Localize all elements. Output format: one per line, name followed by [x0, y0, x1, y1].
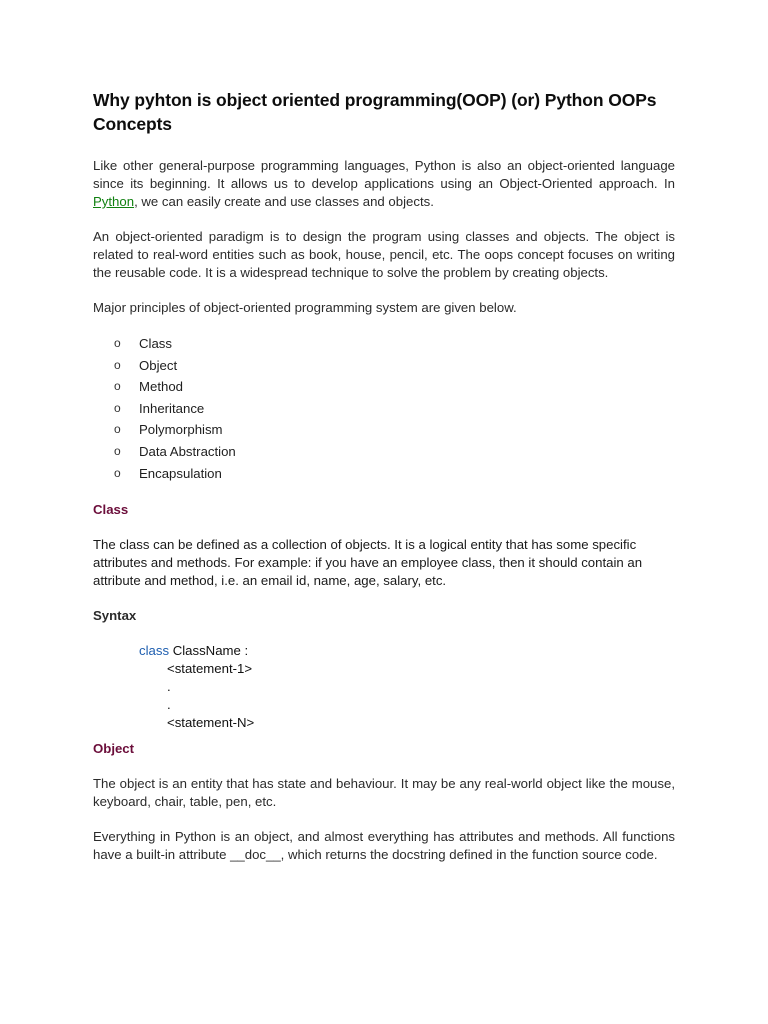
bullet-circle-icon: o	[114, 465, 121, 480]
list-item-label: Encapsulation	[139, 465, 222, 481]
bullet-circle-icon: o	[114, 379, 121, 394]
list-item-label: Method	[139, 379, 183, 395]
list-item	[93, 419, 675, 441]
list-item	[93, 376, 675, 398]
code-class-line	[93, 642, 675, 660]
python-link[interactable]: Python	[93, 194, 135, 209]
list-item-label: Polymorphism	[139, 422, 223, 438]
code-class-name: ClassName :	[169, 643, 249, 659]
list-item	[93, 463, 675, 485]
bullet-circle-icon: o	[114, 422, 121, 437]
principles-list	[93, 333, 675, 484]
list-item	[93, 355, 675, 377]
code-line: .	[167, 679, 171, 695]
list-item-label: Object	[139, 357, 178, 373]
object-paragraph-1: The object is an entity that has state and behaviour. It may be any real-world object like the mouse, keyboard, chair, table, pen, etc.	[93, 776, 675, 810]
syntax-label: Syntax	[93, 608, 137, 624]
bullet-circle-icon: o	[114, 336, 121, 350]
list-item	[93, 441, 675, 463]
list-item	[93, 398, 675, 420]
bullet-circle-icon: o	[114, 400, 121, 415]
code-line: <statement-1>	[167, 661, 253, 677]
object-paragraph-2: Everything in Python is an object, and almost everything has attributes and methods. All functions have a built-in attribute __doc__, which returns the docstring defined in the function source code.	[93, 829, 675, 863]
intro-text-before: Like other general-purpose programming languages, Python is also an object-oriented language since its beginning. It allows us to develop applications using an Object-Oriented approach. In	[93, 158, 675, 191]
paradigm-paragraph: An object-oriented paradigm is to design the program using classes and objects. The object is related to real-word entities such as book, house, pencil, etc. The oops concept focuses on writing the reusable code. It is a widespread technique to solve the problem by creating objects.	[93, 229, 675, 280]
list-item	[93, 333, 675, 355]
intro-text-after: , we can easily create and use classes and objects.	[134, 194, 434, 209]
document-page	[93, 88, 675, 864]
code-line: .	[167, 697, 171, 713]
bullet-circle-icon: o	[114, 357, 121, 372]
bullet-circle-icon: o	[114, 443, 121, 458]
list-item-label: Inheritance	[139, 400, 205, 416]
page-title: Why pyhton is object oriented programming(OOP) (or) Python OOPs Concepts	[93, 90, 657, 134]
syntax-code-block	[93, 642, 675, 732]
code-keyword: class	[139, 643, 170, 659]
class-paragraph: The class can be defined as a collection of objects. It is a logical entity that has some specific attributes and methods. For example: if you have an employee class, then it should contain an attribute and method, i.e. an email id, name, age, salary, etc.	[93, 537, 643, 589]
principles-intro: Major principles of object-oriented programming system are given below.	[93, 300, 517, 315]
object-heading: Object	[93, 741, 135, 757]
code-line: <statement-N>	[167, 715, 255, 731]
list-item-label: Class	[139, 336, 172, 351]
intro-paragraph	[93, 157, 675, 211]
class-heading: Class	[93, 502, 129, 518]
list-item-label: Data Abstraction	[139, 443, 236, 459]
